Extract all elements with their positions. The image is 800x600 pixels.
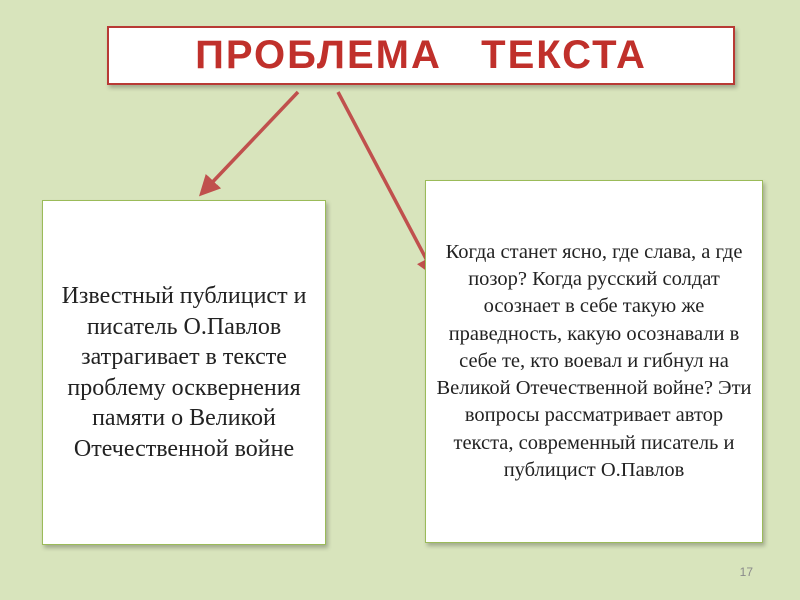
right-text: Когда станет ясно, где слава, а где позор? Когда русский солдат осознает в себе такую же праведность, какую осознавали в себе те, кто воевал и гибнул на Великой Отечественной войне? Эти вопросы рассматривает автор текста, современный писатель и публицист О.Павлов bbox=[436, 240, 752, 482]
arrow-left bbox=[205, 92, 298, 190]
slide-title: ПРОБЛЕМА ТЕКСТА bbox=[195, 33, 647, 77]
left-text-box bbox=[42, 200, 326, 545]
right-text-box bbox=[425, 180, 763, 543]
page-number: 17 bbox=[739, 565, 753, 579]
left-text: Известный публицист и писатель О.Павлов затрагивает в тексте проблему осквернения памяти о Великой Отечественной войне bbox=[61, 283, 307, 462]
arrow-right bbox=[338, 92, 432, 270]
